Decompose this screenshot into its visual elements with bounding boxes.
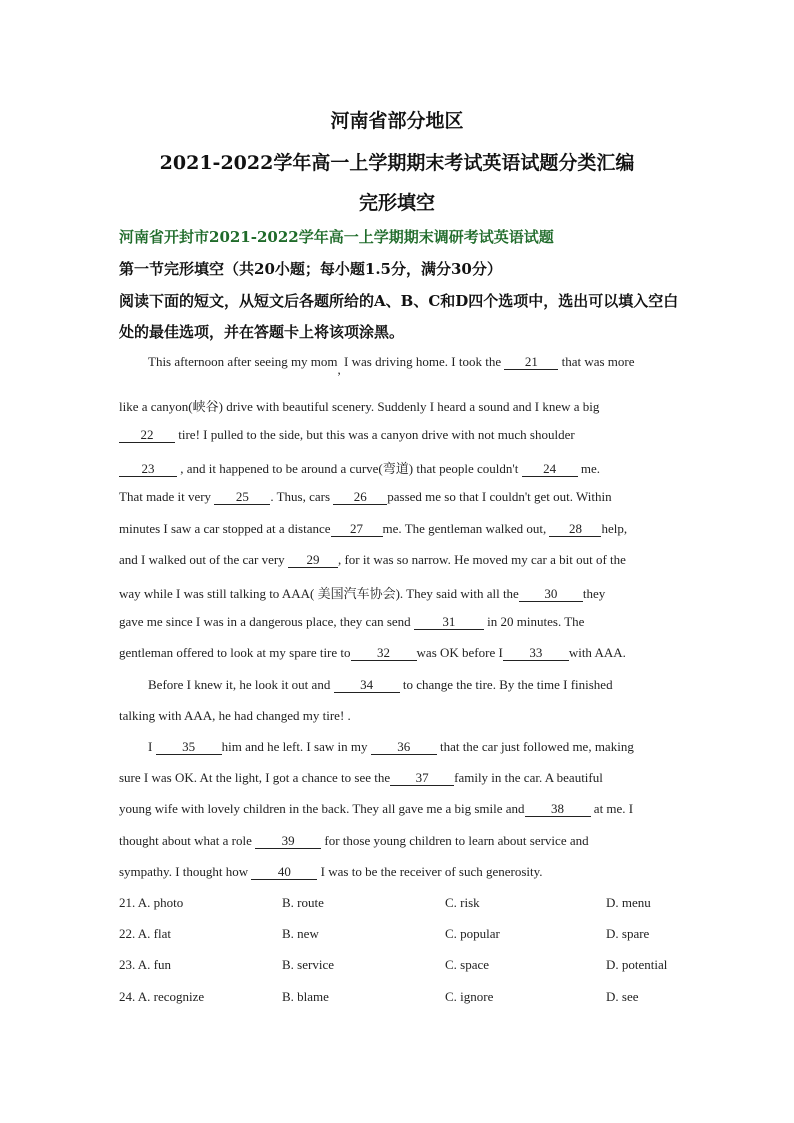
region-title: 河南省部分地区 — [330, 110, 464, 132]
blank-37: 37 — [390, 771, 454, 786]
blank-24: 24 — [522, 462, 578, 477]
blank-26: 26 — [333, 490, 387, 505]
passage-line: sure I was OK. At the light, I got a chance to see the 37 family in the car. A beautiful — [119, 770, 603, 785]
blank-34: 34 — [334, 678, 400, 693]
passage-line: 23 , and it happened to be around a curve(弯道) that people couldn't 24 me. — [119, 458, 679, 477]
instructions: 阅读下面的短文，从短文后各题所给的A、B、C和D四个选项中，选出可以填入空白处的最佳选项，并在答题卡上将该项涂黑。 — [119, 292, 679, 341]
blank-30: 30 — [519, 587, 583, 602]
option-23-d: D. potential — [606, 957, 668, 972]
blank-36: 36 — [371, 740, 437, 755]
passage-line: thought about what a role 39 for those young children to learn about service and — [119, 833, 589, 848]
passage-line: That made it very 25 . Thus, cars 26 passed me so that I couldn't get out. Within — [119, 489, 612, 504]
passage-line: 22 tire! I pulled to the side, but this was a canyon drive with not much shoulder — [119, 427, 679, 443]
section-heading: 第一节完形填空（共20小题；每小题1.5分，满分30分） — [119, 260, 502, 278]
blank-40: 40 — [251, 865, 317, 880]
blank-32: 32 — [351, 646, 417, 661]
option-24-b: B. blame — [282, 989, 329, 1004]
blank-21: 21 — [504, 355, 558, 370]
blank-27: 27 — [331, 522, 383, 537]
blank-23: 23 — [119, 462, 177, 477]
passage-line: young wife with lovely children in the back. They all gave me a big smile and 38 at me. I — [119, 801, 634, 816]
passage-line: like a canyon(峡谷) drive with beautiful scenery. Suddenly I heard a sound and I knew a big — [119, 399, 600, 414]
compilation-title: 2021-2022学年高一上学期期末考试英语试题分类汇编 — [159, 152, 635, 174]
option-21-a: 21. A. photo — [119, 895, 184, 910]
option-24-d: D. see — [606, 989, 639, 1004]
passage-line: talking with AAA, he had changed my tire! . — [119, 708, 351, 723]
option-24-c: C. ignore — [445, 989, 494, 1004]
option-23-c: C. space — [445, 957, 490, 972]
blank-29: 29 — [288, 553, 338, 568]
blank-25: 25 — [214, 490, 270, 505]
option-21-c: C. risk — [445, 895, 480, 910]
option-22-b: B. new — [282, 926, 319, 941]
blank-38: 38 — [525, 802, 591, 817]
section-type-title: 完形填空 — [358, 192, 435, 214]
blank-31: 31 — [414, 615, 484, 630]
passage-line: and I walked out of the car very 29 , for it was so narrow. He moved my car a bit out of the — [119, 552, 626, 567]
exam-source: 河南省开封市2021-2022学年高一上学期期末调研考试英语试题 — [119, 228, 554, 246]
blank-33: 33 — [503, 646, 569, 661]
option-21-d: D. menu — [606, 895, 651, 910]
option-24-a: 24. A. recognize — [119, 989, 205, 1004]
option-22-c: C. popular — [445, 926, 500, 941]
option-23-b: B. service — [282, 957, 334, 972]
passage-line: I 35 him and he left. I saw in my 36 that the car just followed me, making — [148, 739, 634, 754]
passage-line: way while I was still talking to AAA( 美国汽车协会). They said with all the 30 they — [119, 586, 606, 601]
passage-line: gentleman offered to look at my spare tire to 32 was OK before I 33 with AAA. — [119, 645, 626, 660]
passage-line: sympathy. I thought how 40 I was to be the receiver of such generosity. — [119, 864, 543, 879]
blank-35: 35 — [156, 740, 222, 755]
option-23-a: 23. A. fun — [119, 957, 171, 972]
blank-28: 28 — [549, 522, 601, 537]
blank-39: 39 — [255, 834, 321, 849]
option-22-a: 22. A. flat — [119, 926, 171, 941]
passage-line: minutes I saw a car stopped at a distance 27 me. The gentleman walked out, 28 help, — [119, 521, 628, 536]
option-21-b: B. route — [282, 895, 324, 910]
passage-line: gave me since I was in a dangerous place, they can send 31 in 20 minutes. The — [119, 614, 585, 629]
passage-line: Before I knew it, he look it out and 34 to change the tire. By the time I finished — [148, 677, 613, 692]
passage-line: This afternoon after seeing my mom, I was driving home. I took the 21 that was more — [148, 354, 635, 377]
option-22-d: D. spare — [606, 926, 650, 941]
blank-22: 22 — [119, 428, 175, 443]
